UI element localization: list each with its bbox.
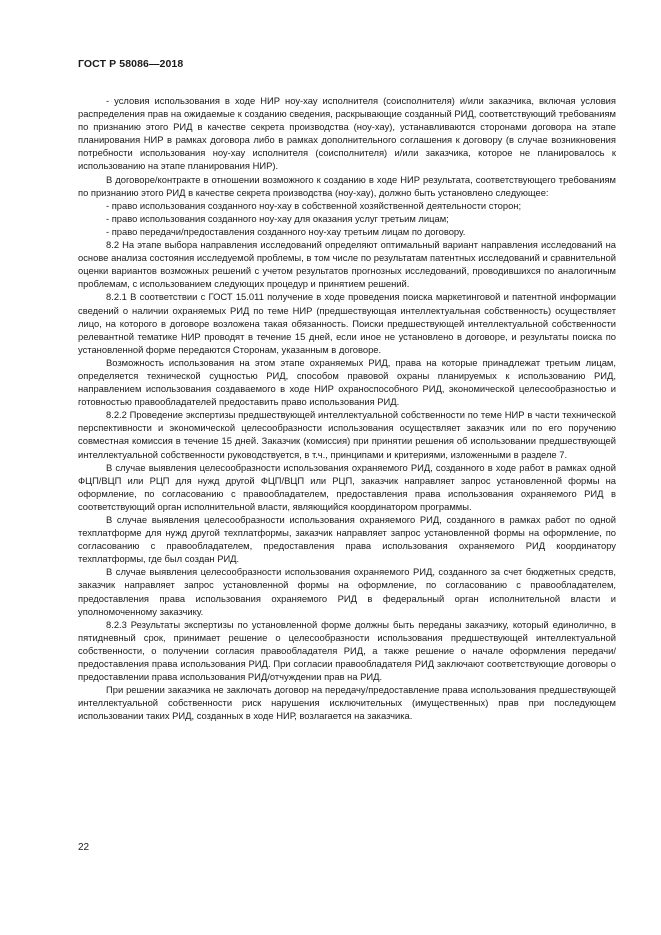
paragraph: - условия использования в ходе НИР ноу-хау исполнителя (соисполнителя) и/или заказчика, включая условия распределения прав на ожидаемые к созданию сведения, раскрывающие созданный РИД, соответствующий требованиям по признанию этого РИД в качестве секрета производства (ноу-хау), устанавливаются сторонами договора на этапе планирования НИР в рамках договора либо в рамках дополнительного соглашения к договору (в случае возникновения потребности использования ноу-хау исполнителя (соисполнителя) и/или заказчика, которое не планировалось к использованию на этапе планирования НИР).	[78, 95, 616, 172]
paragraph: В случае выявления целесообразности использования охраняемого РИД, созданного в ходе работ в рамках одной ФЦП/ВЦП или РЦП для нужд другой ФЦП/ВЦП или РЦП, заказчик направляет запрос установленной формы на оформление, по согласованию с правообладателем, предоставления права использования охраняемого РИД в соответствующий орган исполнительной власти, являющийся координатором программы.	[78, 461, 616, 512]
document-body	[78, 94, 616, 723]
list-item: - право использования созданного ноу-хау в собственной хозяйственной деятельности сторон;	[106, 199, 522, 211]
list-item: - право использования созданного ноу-хау для оказания услуг третьим лицам;	[106, 212, 449, 224]
paragraph: В случае выявления целесообразности использования охраняемого РИД, созданного в рамках работ по одной техплатформе для нужд другой техплатформы, заказчик направляет запрос установленной формы на оформление, по согласованию с правообладателем, предоставления права использования охраняемого РИД координатору техплатформы, где был создан РИД.	[78, 514, 616, 565]
paragraph: 8.2 На этапе выбора направления исследований определяют оптимальный вариант направления исследований на основе анализа состояния исследуемой проблемы, в том числе по результатам патентных исследований и сравнительной оценки вариантов возможных решений с учетом результатов прогнозных исследований, проводившихся по аналогичным проблемам, с использованием следующих процедур и принятием решений.	[78, 239, 616, 290]
list-item: - право передачи/предоставления созданного ноу-хау третьим лицам по договору.	[106, 225, 466, 237]
paragraph: При решении заказчика не заключать договор на передачу/предоставление права использования предшествующей интеллектуальной собственности риск нарушения исключительных (имущественных) прав при последующем использовании таких РИД, созданных в ходе НИР, возлагается на заказчика.	[78, 684, 616, 722]
paragraph: Возможность использования на этом этапе охраняемых РИД, права на которые принадлежат третьим лицам, определяется технической сущностью РИД, способом правовой охраны планируемых к использованию РИД, направлением использования создаваемого в ходе НИР охраноспособного РИД, экономической целесообразностью и готовностью правообладателей предоставить право использования РИД.	[78, 356, 616, 408]
page-header: ГОСТ Р 58086—2018	[78, 58, 184, 70]
page-number: 22	[78, 842, 90, 853]
paragraph: 8.2.1 В соответствии с ГОСТ 15.011 получение в ходе проведения поиска маркетинговой и патентной информации сведений о наличии охраняемых РИД по теме НИР (предшествующая интеллектуальная собственность) осуществляет лицо, на которого в договоре возложена такая обязанность. Поиски предшествующей интеллектуальной собственности релевантной тематике НИР проводят в течение 15 дней, если иное не установлено в договоре, и результаты поиска по установленной форме передаются Сторонам, указанным в договоре.	[78, 291, 616, 355]
paragraph: 8.2.3 Результаты экспертизы по установленной форме должны быть переданы заказчику, который единолично, в пятидневный срок, принимает решение о целесообразности использования предшествующей интеллектуальной собственности, о получении согласия правообладателя РИД, а также решение о начале оформления передачи/предоставления права использования РИД. При согласии правообладателя РИД заключают соответствующие договоры о предоставлении права использования РИД/отчуждении прав на РИД.	[78, 618, 616, 683]
paragraph: В случае выявления целесообразности использования охраняемого РИД, созданного за счет бюджетных средств, заказчик направляет запрос установленной формы на оформление, по согласованию с правообладателем, предоставления права использования охраняемого РИД в федеральный орган исполнительной власти и уполномоченному заказчику.	[78, 566, 616, 617]
paragraph: 8.2.2 Проведение экспертизы предшествующей интеллектуальной собственности по теме НИР в части технической перспективности и экономической целесообразности использования осуществляет заказчик или по его поручению совместная комиссия в течение 15 дней. Заказчик (комиссия) при принятии решения об использовании предшествующей интеллектуальной собственности руководствуется, в т.ч., принципами и критериями, изложенными в разделе 7.	[78, 409, 616, 460]
paragraph: В договоре/контракте в отношении возможного к созданию в ходе НИР результата, соответствующего требованиям по признанию этого РИД в качестве секрета производства (ноу-хау), должно быть установлено следующее:	[78, 173, 616, 198]
